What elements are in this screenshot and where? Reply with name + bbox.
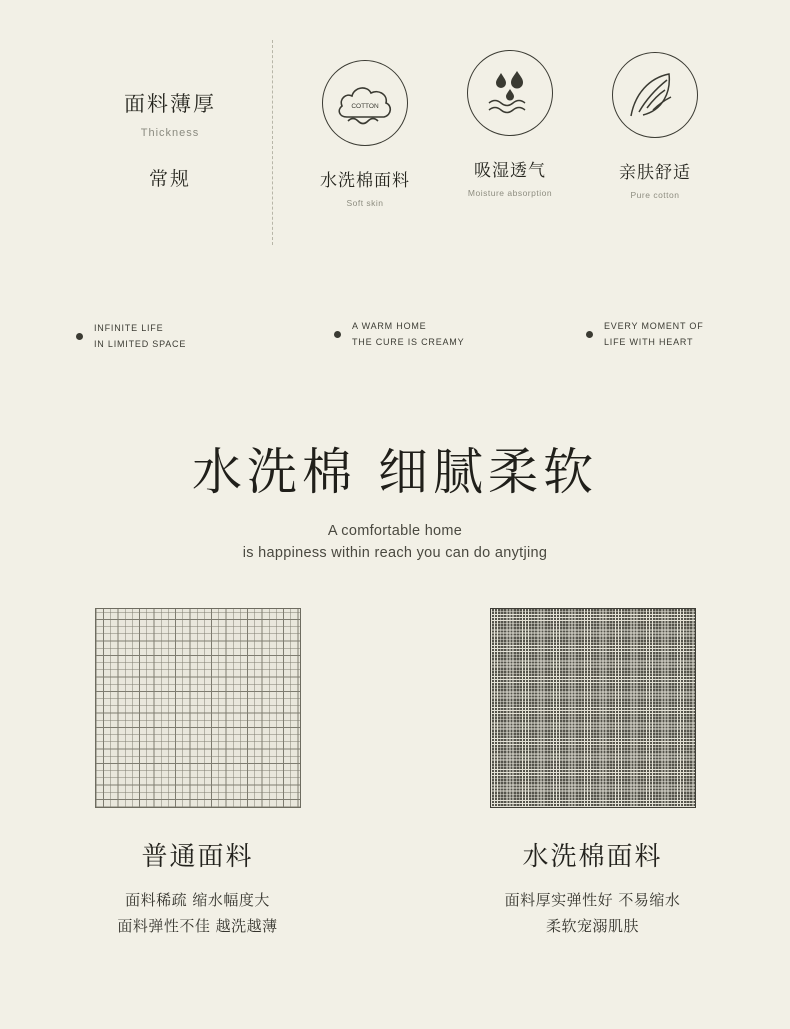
feature-subtitle: Soft skin [346,198,384,208]
slogan-line-2: THE CURE IS CREAMY [352,337,465,347]
feature-title: 吸湿透气 [474,161,546,181]
leaf-skin-icon [612,52,698,138]
feature-title: 水洗棉面料 [320,171,410,191]
dense-weave-swatch [490,608,696,808]
thickness-value: 常规 [148,168,191,190]
slogan-line-2: IN LIMITED SPACE [94,339,187,349]
comparison-desc-line-1: 面料厚实弹性好 不易缩水 [504,891,681,909]
headline-subtitle-line-2: is happiness within reach you can do anytjing [242,545,548,561]
comparison-column-washed-cotton [395,608,790,939]
headline-subtitle [0,520,790,564]
comparison-title: 普通面料 [141,842,254,872]
slogan-text [352,318,464,350]
loose-weave-swatch [95,608,301,808]
feature-icon-list [300,50,720,208]
feature-item-washed-cotton [300,60,430,208]
slogan-line-1: A WARM HOME [352,321,427,331]
bullet-dot-icon [76,333,83,340]
svg-text:COTTON: COTTON [351,103,379,110]
fabric-comparison-section [0,608,790,939]
slogan-item [76,320,186,352]
slogan-line-1: EVERY MOMENT OF [604,321,704,331]
cotton-cloud-icon [322,60,408,146]
comparison-column-ordinary [0,608,395,939]
comparison-desc-line-1: 面料稀疏 缩水幅度大 [125,891,270,909]
headline-subtitle-line-1: A comfortable home [327,523,463,539]
thickness-title: 面料薄厚 [124,92,216,116]
headline-section [0,440,790,564]
fabric-attributes-section [0,40,790,260]
comparison-description [0,887,395,939]
bullet-dot-icon [334,331,341,338]
feature-title: 亲肤舒适 [619,163,691,183]
thickness-block [95,88,245,191]
vertical-dashed-divider [272,40,273,245]
thickness-subtitle: Thickness [140,127,200,139]
slogan-item [334,318,464,350]
feature-item-moisture [445,50,575,208]
slogan-item [586,318,704,350]
slogan-text [94,320,186,352]
slogan-text [604,318,704,350]
page-title: 水洗棉 细腻柔软 [192,443,598,501]
bullet-dot-icon [586,331,593,338]
slogan-row [0,308,790,358]
slogan-line-2: LIFE WITH HEART [604,337,694,347]
comparison-description [395,887,790,939]
slogan-line-1: INFINITE LIFE [94,323,164,333]
feature-subtitle: Moisture absorption [467,188,553,198]
feature-item-skin-friendly [590,52,720,208]
moisture-droplet-icon [467,50,553,136]
comparison-desc-line-2: 柔软宠溺肌肤 [545,917,639,935]
comparison-desc-line-2: 面料弹性不佳 越洗越薄 [117,917,278,935]
feature-subtitle: Pure cotton [630,190,680,200]
comparison-title: 水洗棉面料 [522,842,663,872]
